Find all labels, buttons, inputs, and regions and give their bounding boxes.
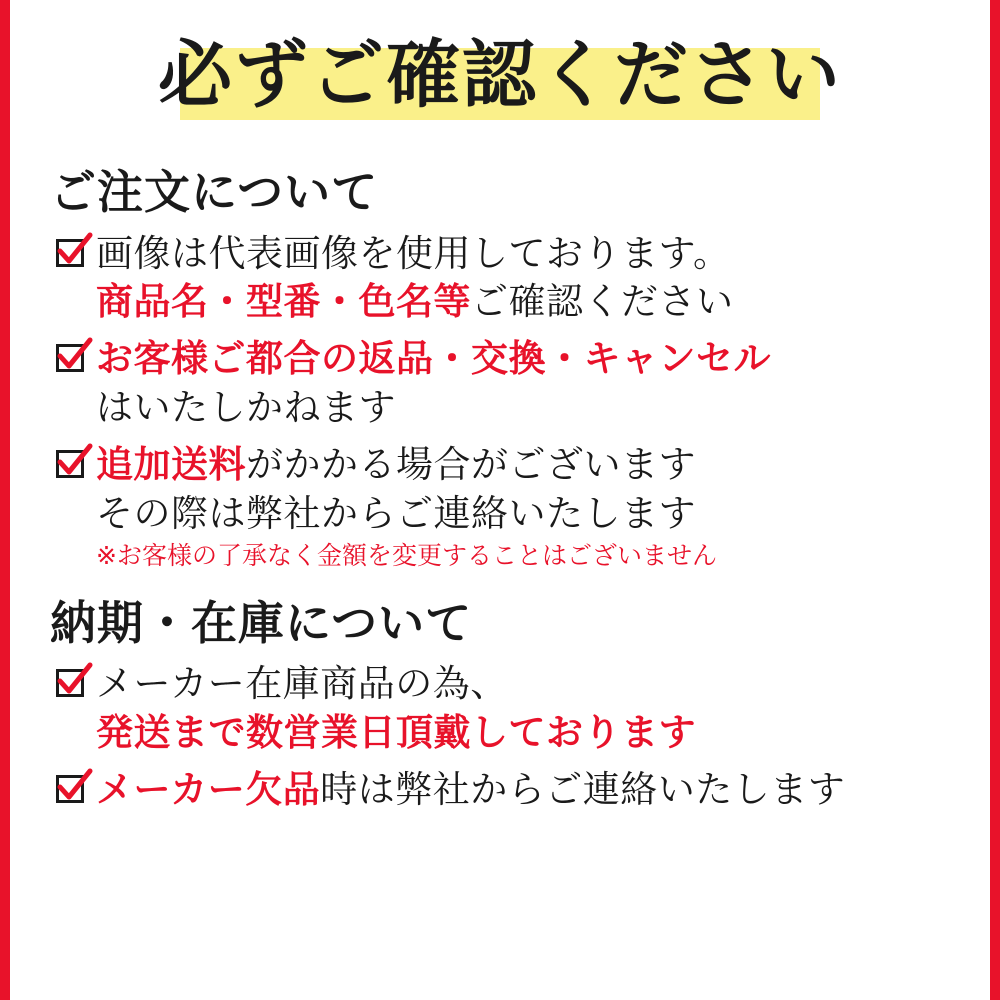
list-item	[54, 441, 960, 573]
notice-content	[10, 0, 990, 1000]
list-item	[54, 335, 960, 433]
item-line: お客様ご都合の返品・交換・キャンセル	[96, 337, 771, 381]
item-line-tail: がかかる場合がございます	[246, 442, 696, 486]
list-item-text	[96, 441, 960, 573]
item-line: メーカー在庫商品の為、	[96, 662, 508, 706]
item-line-emphasis: 追加送料	[96, 442, 246, 486]
list-item-text	[96, 766, 960, 815]
left-red-border	[0, 0, 10, 1000]
page-title: 必ずご確認ください	[158, 32, 842, 118]
section-heading-delivery: 納期・在庫について	[50, 595, 473, 650]
item-line: その際は弊社からご連絡いたします	[96, 491, 696, 535]
item-note: ※お客様の了承なく金額を変更することはございません	[96, 541, 717, 571]
right-red-border	[990, 0, 1000, 1000]
item-line-emphasis: 商品名・型番・色名等	[96, 280, 471, 324]
list-item-text	[96, 230, 960, 328]
item-line-tail: 時は弊社からご連絡いたします	[320, 768, 846, 812]
list-item	[54, 766, 960, 815]
item-line	[96, 278, 960, 327]
section-heading-order: ご注文について	[50, 165, 379, 219]
item-line-emphasis: メーカー欠品	[96, 768, 321, 812]
checkbox-checked-icon	[54, 447, 90, 483]
list-item	[54, 230, 960, 328]
title-block	[40, 0, 960, 150]
item-line: はいたしかねます	[96, 385, 396, 429]
checkbox-checked-icon	[54, 772, 90, 808]
list-item	[54, 660, 960, 758]
item-line: 発送まで数営業日頂戴しております	[96, 711, 696, 755]
list-item-text	[96, 335, 960, 433]
checkbox-checked-icon	[54, 341, 90, 377]
item-line: 画像は代表画像を使用しております。	[96, 231, 731, 275]
checkbox-checked-icon	[54, 236, 90, 272]
item-line-tail: ご確認ください	[471, 280, 734, 324]
checkbox-checked-icon	[54, 666, 90, 702]
item-line	[96, 441, 960, 490]
item-line	[96, 766, 960, 815]
list-item-text	[96, 660, 960, 758]
